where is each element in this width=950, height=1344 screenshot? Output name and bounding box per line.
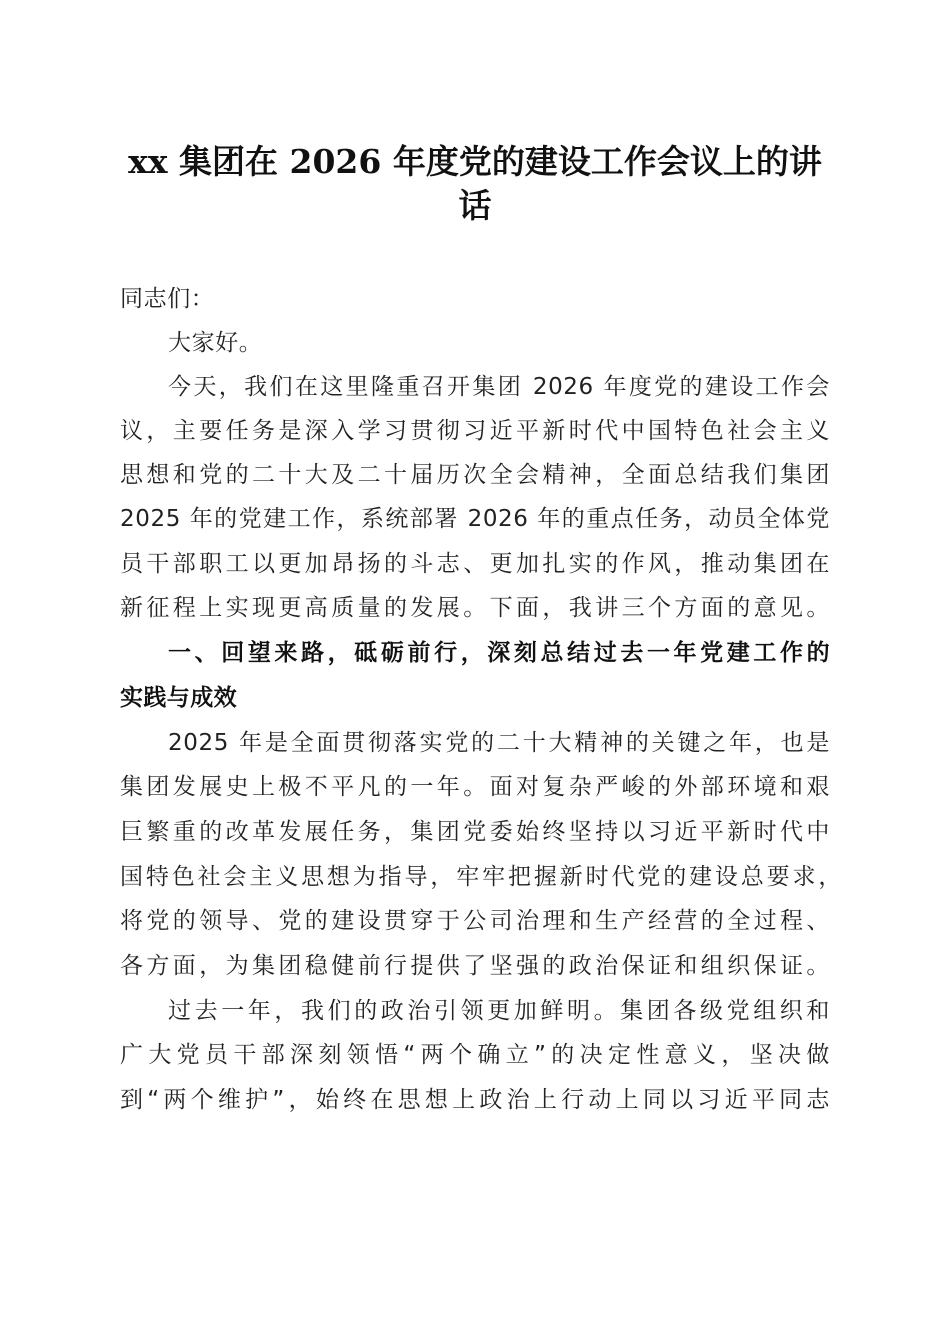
document-title-line-1: xx 集团在 2026 年度党的建设工作会议上的讲 <box>128 142 822 181</box>
paragraph-line: 巨繁重的改革发展任务，集团党委始终坚持以习近平新时代中 <box>120 819 830 845</box>
paragraph-line: 新征程上实现更高质量的发展。下面，我讲三个方面的意见。 <box>120 595 830 621</box>
paragraph-line: 思想和党的二十大及二十届历次全会精神，全面总结我们集团 <box>120 462 830 488</box>
greeting: 大家好。 <box>168 330 263 356</box>
paragraph-line: 2025 年是全面贯彻落实党的二十大精神的关键之年，也是 <box>168 730 830 756</box>
paragraph-line: 2025 年的党建工作，系统部署 2026 年的重点任务，动员全体党 <box>120 506 830 532</box>
paragraph-line: 广大党员干部深刻领悟“两个确立”的决定性意义，坚决做 <box>120 1042 830 1068</box>
paragraph-line: 集团发展史上极不平凡的一年。面对复杂严峻的外部环境和艰 <box>120 774 830 800</box>
section-heading-line: 一、回望来路，砥砺前行，深刻总结过去一年党建工作的 <box>168 640 830 666</box>
paragraph-line: 今天，我们在这里隆重召开集团 2026 年度党的建设工作会 <box>168 374 830 400</box>
paragraph-line: 国特色社会主义思想为指导，牢牢把握新时代党的建设总要求， <box>120 864 842 890</box>
paragraph-line: 过去一年，我们的政治引领更加鲜明。集团各级党组织和 <box>168 998 830 1024</box>
paragraph-line: 议，主要任务是深入学习贯彻习近平新时代中国特色社会主义 <box>120 418 830 444</box>
paragraph-line: 各方面，为集团稳健前行提供了坚强的政治保证和组织保证。 <box>120 953 830 979</box>
salutation: 同志们： <box>120 286 215 312</box>
paragraph-line: 将党的领导、党的建设贯穿于公司治理和生产经营的全过程、 <box>120 908 830 934</box>
paragraph-line: 到“两个维护”，始终在思想上政治上行动上同以习近平同志 <box>120 1087 830 1113</box>
document-title-line-2: 话 <box>458 186 492 225</box>
paragraph-line: 员干部职工以更加昂扬的斗志、更加扎实的作风，推动集团在 <box>120 551 830 577</box>
section-heading-line: 实践与成效 <box>120 685 237 711</box>
